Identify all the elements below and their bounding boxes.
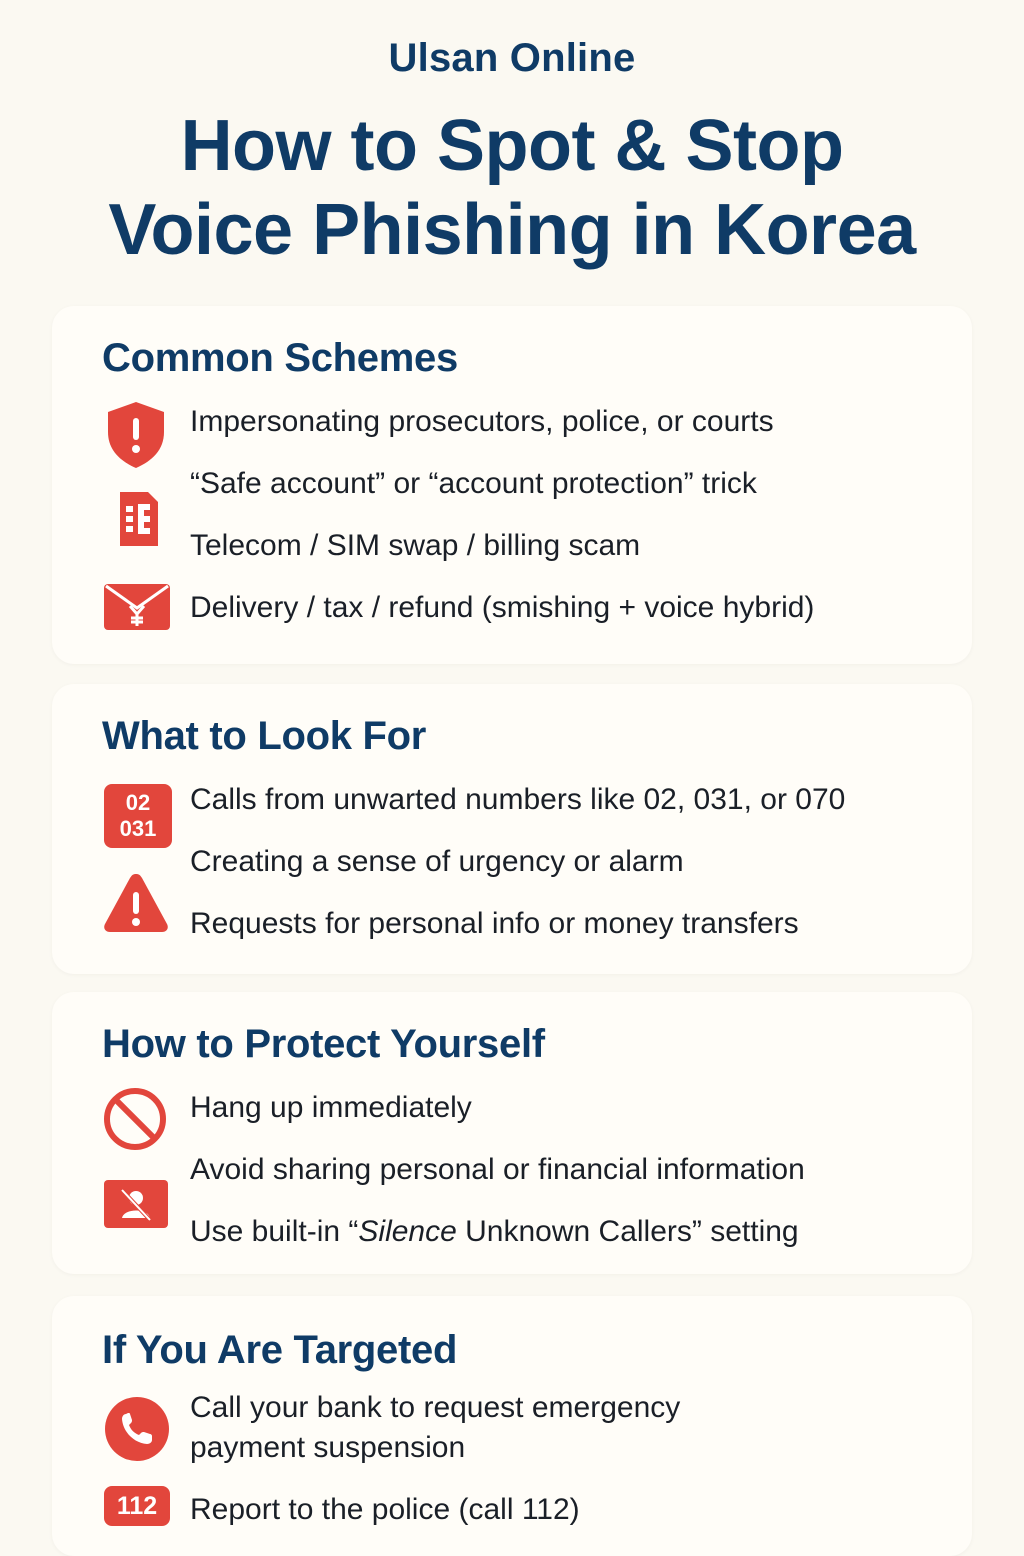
list-item: Calls from unwarted numbers like 02, 031, or 070 bbox=[190, 783, 846, 816]
common-schemes-card bbox=[52, 306, 972, 664]
silence-emphasis: Silence bbox=[358, 1215, 457, 1248]
list-item: Hang up immediately bbox=[190, 1091, 472, 1124]
section-heading: How to Protect Yourself bbox=[102, 1022, 545, 1066]
list-item: Avoid sharing personal or financial information bbox=[190, 1153, 805, 1186]
warning-triangle-icon bbox=[102, 870, 170, 934]
page-title bbox=[0, 104, 1024, 272]
title-line-1: How to Spot & Stop bbox=[180, 106, 844, 186]
list-item: Telecom / SIM swap / billing scam bbox=[190, 529, 641, 562]
what-to-look-for-card bbox=[52, 684, 972, 974]
list-item: Requests for personal info or money transfers bbox=[190, 907, 799, 940]
if-targeted-card bbox=[52, 1296, 972, 1556]
sim-card-icon bbox=[116, 488, 160, 550]
list-item: Impersonating prosecutors, police, or courts bbox=[190, 405, 774, 438]
section-heading: Common Schemes bbox=[102, 336, 458, 380]
brand-name: Ulsan Online bbox=[388, 36, 636, 80]
no-caller-icon bbox=[102, 1178, 170, 1230]
list-item: “Safe account” or “account protection” trick bbox=[190, 467, 757, 500]
list-item: Creating a sense of urgency or alarm bbox=[190, 845, 684, 878]
title-line-2: Voice Phishing in Korea bbox=[108, 190, 916, 270]
list-item: Call your bank to request emergency payment suspension bbox=[190, 1391, 681, 1464]
list-item: Use built-in “Silence Unknown Callers” setting bbox=[190, 1215, 799, 1248]
section-heading: If You Are Targeted bbox=[102, 1328, 458, 1372]
phone-icon bbox=[104, 1396, 170, 1462]
protect-yourself-card bbox=[52, 992, 972, 1274]
list-item: Delivery / tax / refund (smishing + voice hybrid) bbox=[190, 591, 815, 624]
shield-alert-icon bbox=[102, 398, 170, 470]
envelope-yen-icon bbox=[102, 580, 172, 632]
police-112-icon: 112 bbox=[104, 1486, 170, 1526]
prohibited-icon bbox=[102, 1086, 168, 1152]
list-item: Report to the police (call 112) bbox=[190, 1493, 580, 1526]
area-code-icon: 02 031 bbox=[104, 784, 172, 848]
section-heading: What to Look For bbox=[102, 714, 427, 758]
